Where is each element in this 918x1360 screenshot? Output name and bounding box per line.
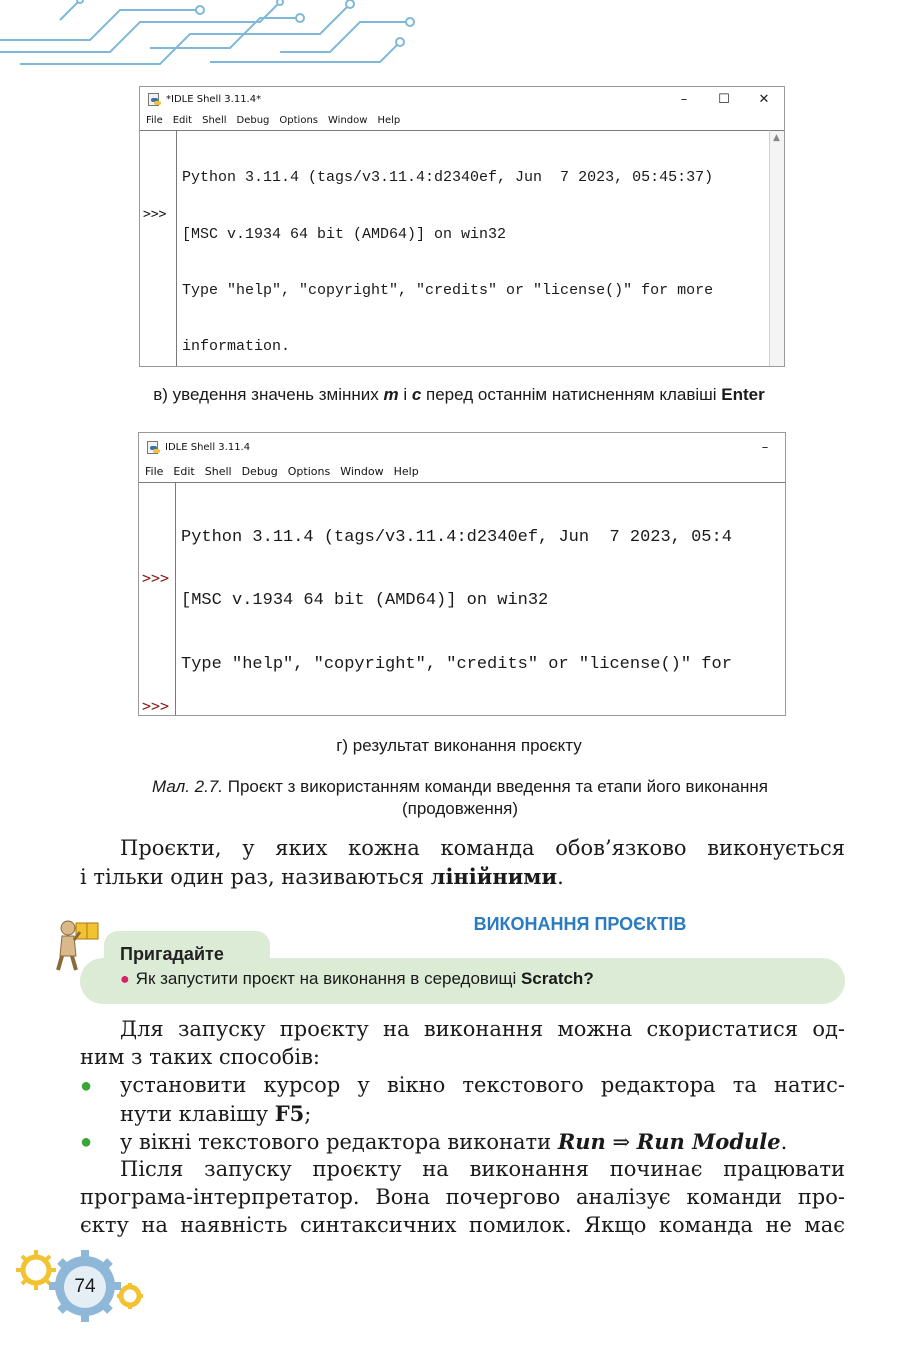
minimize-button[interactable]: – [680,91,688,107]
caption-v: в) уведення значень змінних m і c перед останнім натисненням клавіші Enter [153,385,765,404]
green-bullet-icon: ● [80,1075,93,1097]
menu-shell[interactable]: Shell [202,114,227,126]
python-file-icon [147,441,160,454]
section-title: ВИКОНАННЯ ПРОЄКТІВ [473,914,687,934]
figure-label: Мал. 2.7. [151,777,223,796]
paragraph-interpreter-3: єкту на наявність синтаксичних помилок. Якщо команда не має [80,1213,845,1237]
shell-prompt: >>> [142,569,170,588]
menu-run-module: Run Module [636,1129,781,1154]
menu-options[interactable]: Options [279,114,318,126]
var-c: c [411,385,422,404]
page-number: 74 [64,1266,106,1308]
output-line: information. [182,337,291,355]
menu-shell[interactable]: Shell [204,465,232,478]
paragraph-launch-2: ним з таких способів: [80,1045,320,1069]
output-line: [MSC v.1934 64 bit (AMD64)] on win32 [181,591,549,611]
minimize-button[interactable]: – [761,439,769,455]
output-line: Python 3.11.4 (tags/v3.11.4:d2340ef, Jun 7 2023, 05:45:37) [182,169,714,187]
paragraph-linear: Проєкти, у яких кожна команда обов’язково виконується [120,836,845,860]
shell-prompt: >>> [142,696,170,715]
figure-caption: Мал. 2.7. Проєкт з використанням команди введення та етапи його виконання (продовження) [151,777,768,818]
menu-debug[interactable]: Debug [236,114,270,126]
window-title: *IDLE Shell 3.11.4* [166,93,262,105]
menu-window[interactable]: Window [328,114,368,126]
remember-title: Пригадайте [104,931,270,965]
paragraph-interpreter-2: програма-інтерпретатор. Вона почергово аналізує команди про- [80,1185,845,1209]
term-scratch: Scratch? [520,969,594,988]
key-f5: F5 [274,1101,305,1126]
pink-bullet-icon: ● [120,971,130,988]
menu-debug[interactable]: Debug [241,465,278,478]
shell-prompt: >>> [143,206,167,222]
prompt-gutter [139,482,176,715]
paragraph-launch: Для запуску проєкту на виконання можна скористатися од- [120,1017,845,1041]
output-line: Type "help", "copyright", "credits" or "license()" for more [182,281,714,299]
menu-edit[interactable]: Edit [173,465,195,478]
menu-bar [139,461,785,482]
idle-shell-window-result [138,432,786,716]
close-button[interactable]: ✕ [758,91,770,107]
window-titlebar[interactable] [139,433,785,461]
arrow-icon: ⇒ [605,1130,637,1154]
list-item-f5: установити курсор у вікно текстового редактора та натис- [120,1073,845,1097]
shell-output[interactable] [177,130,769,366]
menu-window[interactable]: Window [340,465,384,478]
menu-run: Run [557,1129,606,1154]
green-bullet-icon: ● [80,1131,93,1153]
menu-file[interactable]: File [145,465,164,478]
paragraph-interpreter-1: Після запуску проєкту на виконання починає працювати [120,1157,845,1181]
menu-help[interactable]: Help [377,114,401,126]
window-title: IDLE Shell 3.11.4 [165,441,251,453]
menu-edit[interactable]: Edit [172,114,193,126]
scroll-up-icon[interactable]: ▲ [773,133,780,143]
remember-question: ● Як запустити проєкт на виконання в середовищі Scratch? [120,969,594,988]
python-file-icon [148,93,161,106]
idle-shell-window-input [139,86,785,367]
list-item-run-module: у вікні текстового редактора виконати Run ⇒ Run Module. [120,1129,788,1154]
shell-output[interactable] [176,482,785,715]
var-m: m [383,385,399,404]
output-line: Python 3.11.4 (tags/v3.11.4:d2340ef, Jun 7 2023, 05:4 [181,527,732,547]
menu-help[interactable]: Help [393,465,419,478]
window-titlebar[interactable] [140,87,784,111]
vertical-scrollbar[interactable] [769,130,784,366]
menu-options[interactable]: Options [287,465,331,478]
menu-file[interactable]: File [146,114,163,126]
caption-g: г) результат виконання проєкту [336,736,582,755]
output-line: Type "help", "copyright", "credits" or "license()" for [181,655,732,675]
list-item-f5-2: нути клавішу F5; [120,1101,312,1126]
maximize-button[interactable]: ☐ [718,91,730,107]
key-enter: Enter [721,385,765,404]
menu-bar [140,111,784,129]
circuit-decoration [0,0,430,70]
output-line: [MSC v.1934 64 bit (AMD64)] on win32 [182,225,507,243]
prompt-gutter [140,130,177,366]
term-linear: лінійними [430,864,558,889]
paragraph-linear-2: і тільки один раз, називаються лінійними. [80,864,564,889]
